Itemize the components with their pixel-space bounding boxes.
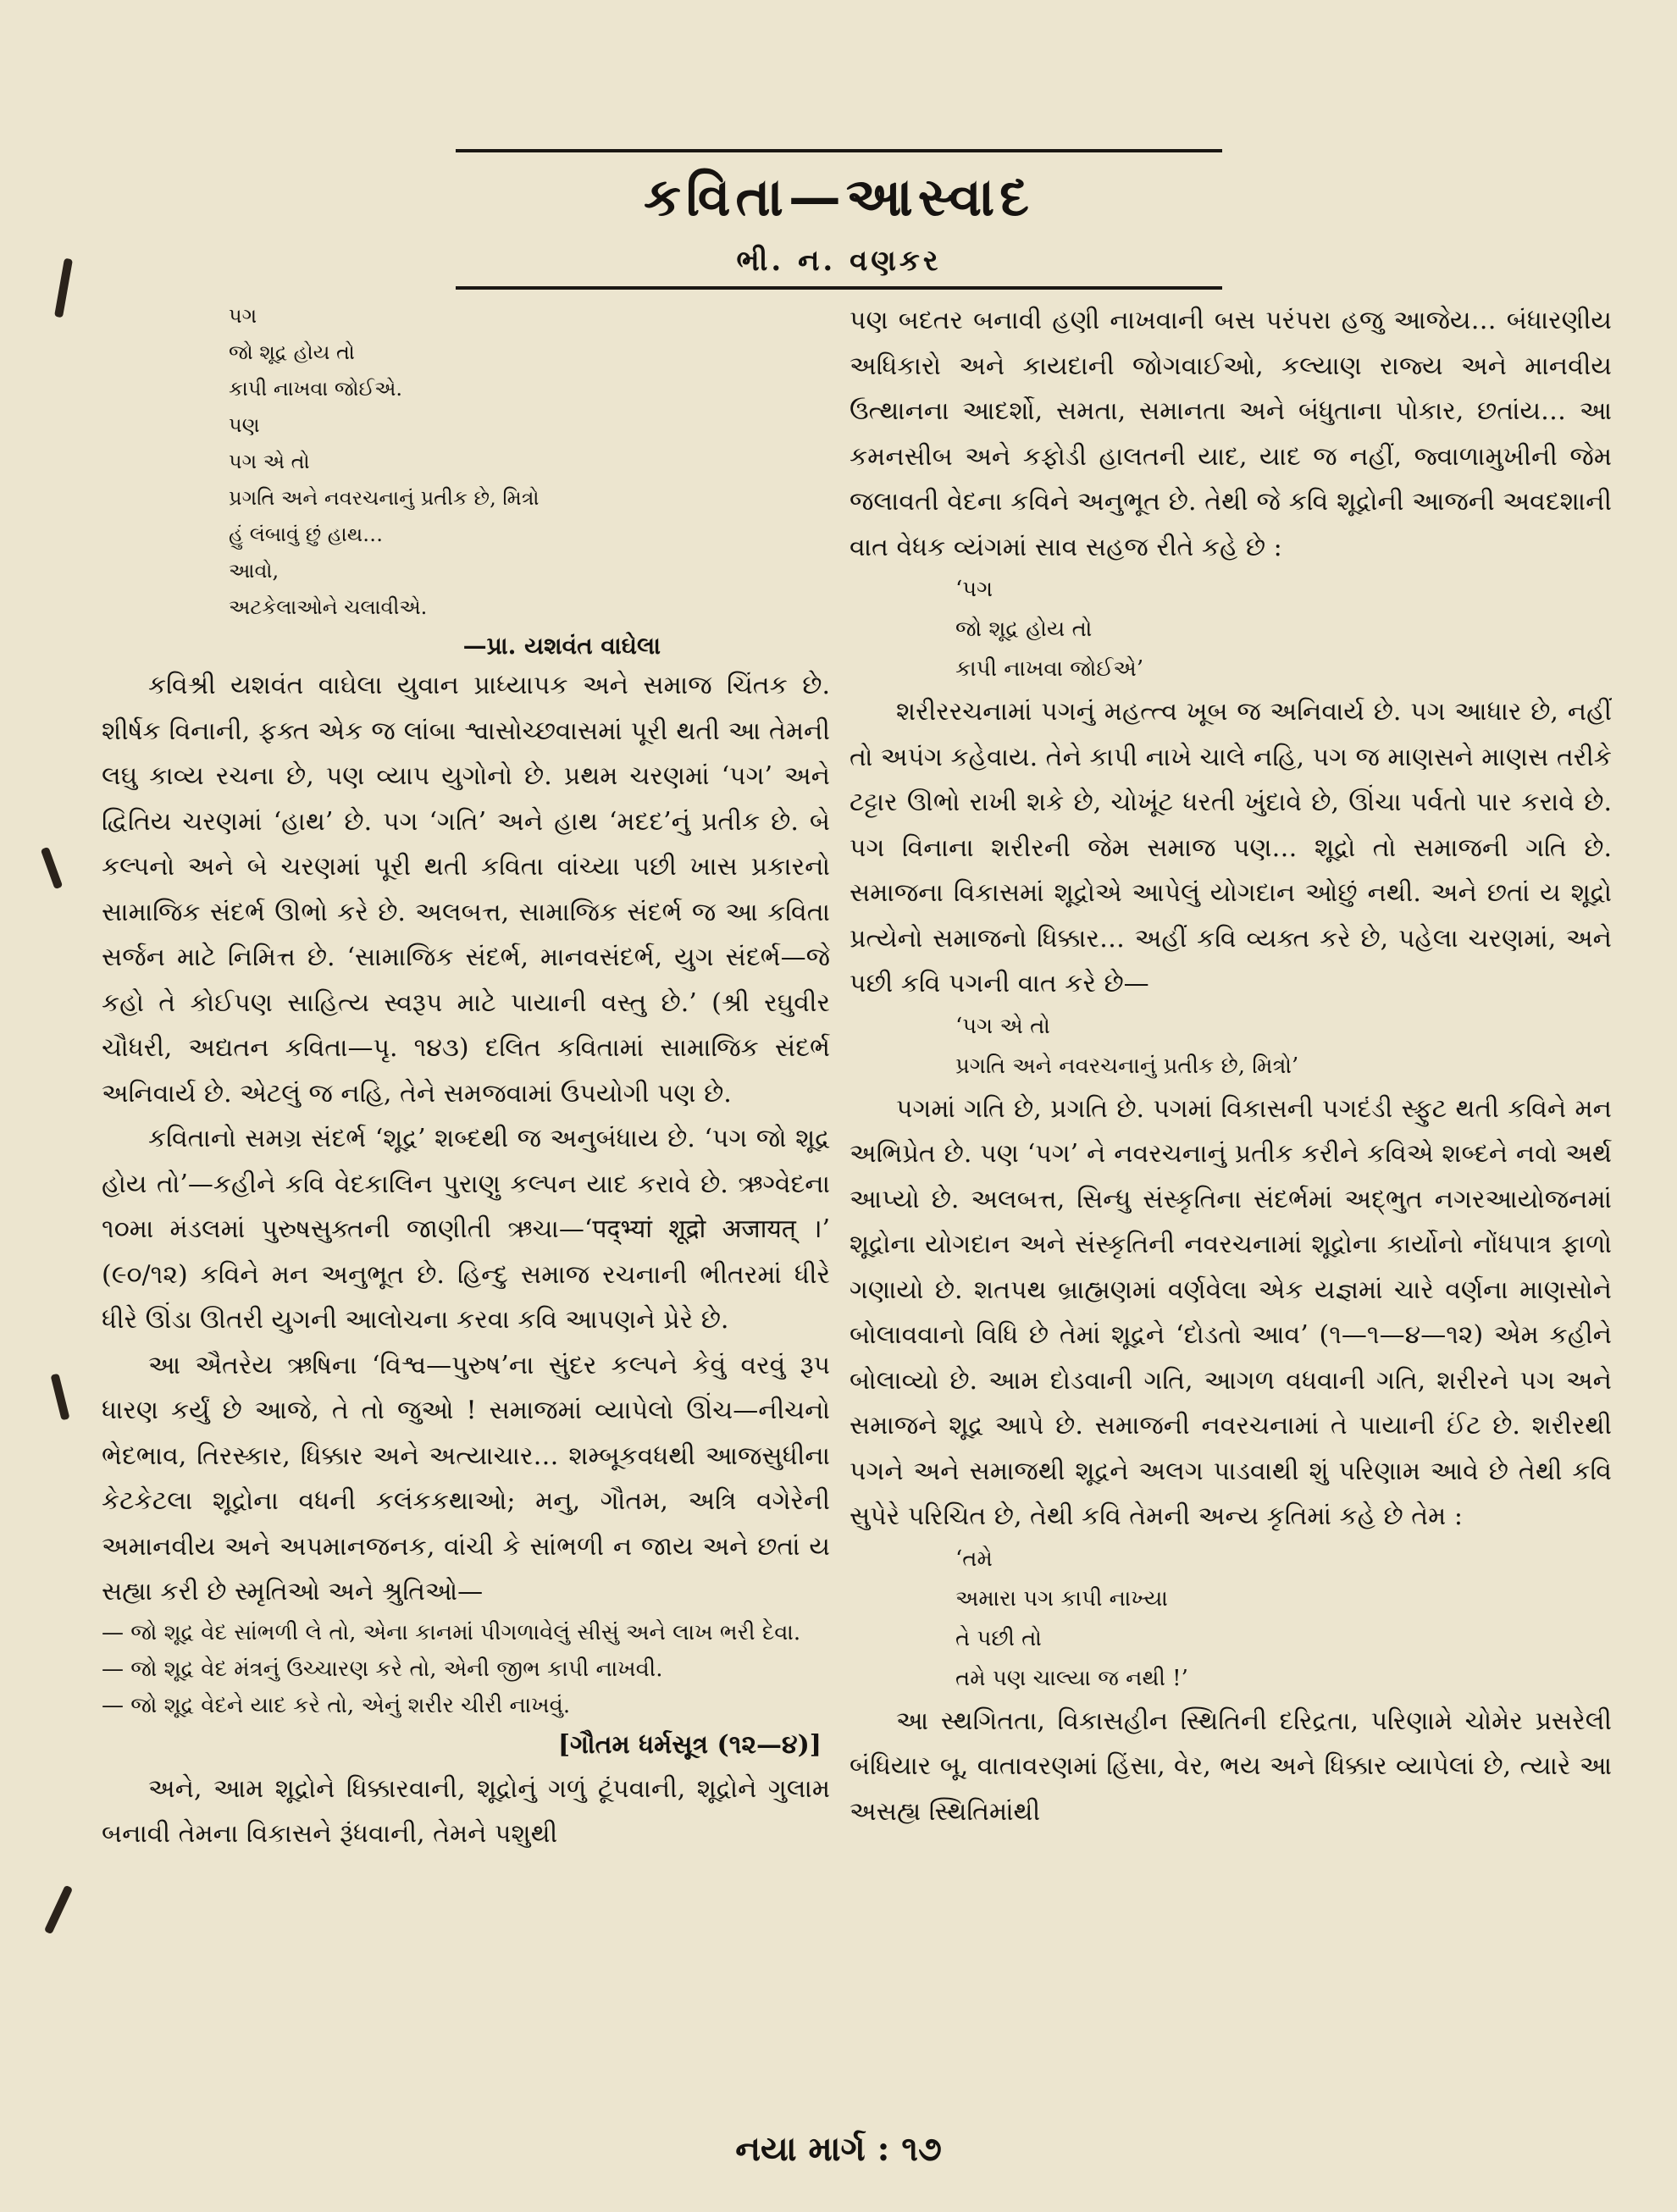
poem-line: હું લંબાવું છું હાથ… — [229, 523, 384, 546]
header-rule — [456, 286, 1222, 290]
right-column — [850, 298, 1612, 1834]
poem-line: પ્રગતિ અને નવરચનાનું પ્રતીક છે, મિત્રો — [229, 486, 540, 510]
poem-line: કાપી નાખવા જોઈએ. — [229, 377, 403, 401]
smriti-list-item: — જો શૂદ્ર વેદ મંત્રનું ઉચ્ચારણ કરે તો, એની જીભ કાપી નાખવી. — [102, 1656, 663, 1682]
poem-quote — [955, 1540, 1612, 1699]
page-tear-mark — [41, 847, 63, 889]
epigraph-poem — [229, 298, 830, 626]
body-paragraph: કવિતાનો સમગ્ર સંદર્ભ ‘શૂદ્ર’ શબ્દથી જ અનુબંધાય છે. ‘પગ જો શૂદ્ર હોય તો’—કહીને કવિ વેદકાલિન પુરાણુ કલ્પન યાદ કરાવે છે. ઋગ્વેદના ૧૦મા મંડલમાં પુરુષસુક્તની જાણીતી ઋચા—‘पद्भ्यां शूद्रो अजायत् ।’ (૯૦/૧૨) કવિને મન અનુભૂત છે. હિન્દુ સમાજ રચનાની ભીતરમાં ધીરે ધીરે ઊંડા ઊતરી યુગની આલોચના કરવા કવિ આપણને પ્રેરે છે. — [102, 1124, 830, 1335]
poem-line: પણ — [229, 413, 260, 437]
body-paragraph: શરીરરચનામાં પગનું મહત્ત્વ ખૂબ જ અનિવાર્ય છે. પગ આધાર છે, નહીં તો અપંગ કહેવાય. તેને કાપી નાખે ચાલે નહિ, પગ જ માણસને માણસ તરીકે ટટ્ટાર ઊભો રાખી શકે છે, ચોખૂંટ ધરતી ખુંદાવે છે, ઊંચા પર્વતો પાર કરાવે છે. પગ વિનાના શરીરની જેમ સમાજ પણ… શૂદ્રો તો સમાજની ગતિ છે. સમાજના વિકાસમાં શૂદ્રોએ આપેલું યોગદાન ઓછું નથી. અને છતાં ય શૂદ્રો પ્રત્યેનો સમાજનો ધિક્કાર… અહીં કવિ વ્યક્ત કરે છે, પહેલા ચરણમાં, અને પછી કવિ પગની વાત કરે છે— — [850, 697, 1612, 998]
quote-line: તે પછી તો — [955, 1625, 1042, 1651]
poem-line: જો શૂદ્ર હોય તો — [229, 340, 355, 364]
body-paragraph: આ સ્થગિતતા, વિકાસહીન સ્થિતિની દરિદ્રતા, પરિણામે ચોમેર પ્રસરેલી બંધિયાર બૂ, વાતાવરણમાં હિંસા, વેર, ભય અને ધિક્કાર વ્યાપેલાં છે, ત્યારે આ અસહ્ય સ્થિતિમાંથી — [850, 1706, 1612, 1827]
smriti-list-item: — જો શૂદ્ર વેદ સાંભળી લે તો, એના કાનમાં પીગળાવેલું સીસું અને લાખ ભરી દેવા. — [102, 1619, 801, 1645]
quote-line: કાપી નાખવા જોઈએ’ — [955, 656, 1144, 682]
smriti-list-item: — જો શૂદ્ર વેદને યાદ કરે તો, એનું શરીર ચીરી નાખવું. — [102, 1692, 571, 1718]
page-tear-mark — [50, 1374, 69, 1421]
poem-attribution: —પ્રા. યશવંત વાઘેલા — [462, 632, 661, 660]
author-byline: ભી. ન. વણકર — [736, 244, 942, 278]
poem-quote — [955, 1007, 1612, 1087]
quote-line: અમારા પગ કાપી નાખ્યા — [955, 1585, 1168, 1612]
body-paragraph: આ ઐતરેય ઋષિના ‘વિશ્વ—પુરુષ’ના સુંદર કલ્પને કેવું વરવું રૂપ ધારણ કર્યું છે આજે, તે તો જુઓ ! સમાજમાં વ્યાપેલો ઊંચ—નીચનો ભેદભાવ, તિરસ્કાર, ધિક્કાર અને અત્યાચાર… શમ્બૂકવધથી આજસુધીના કેટકેટલા શૂદ્રોના વધની કલંકકથાઓ; મનુ, ગૌતમ, અત્રિ વગેરેની અમાનવીય અને અપમાનજનક, વાંચી કે સાંભળી ન જાય અને છતાં ય સહ્યા કરી છે સ્મૃતિઓ અને શ્રુતિઓ— — [102, 1350, 830, 1606]
page-tear-mark — [54, 258, 73, 318]
body-paragraph: પણ બદતર બનાવી હણી નાખવાની બસ પરંપરા હજુ આજેય… બંધારણીય અધિકારો અને કાયદાની જોગવાઈઓ, કલ્યાણ રાજ્ય અને માનવીય ઉત્થાનના આદર્શો, સમતા, સમાનતા અને બંધુતાના પોકાર, છતાંય… આ કમનસીબ અને કફોડી હાલતની યાદ, યાદ જ નહીં, જ્વાળામુખીની જેમ જલાવતી વેદના કવિને અનુભૂત છે. તેથી જે કવિ શૂદ્રોની આજની અવદશાની વાત વેધક વ્યંગમાં સાવ સહજ રીતે કહે છે : — [850, 306, 1612, 562]
quote-line: ‘તમે — [955, 1546, 993, 1572]
body-paragraph: અને, આમ શૂદ્રોને ધિક્કારવાની, શૂદ્રોનું ગળું ટૂંપવાની, શૂદ્રોને ગુલામ બનાવી તેમના વિકાસને રૂંધવાની, તેમને પશુથી — [102, 1773, 830, 1849]
quote-line: ‘પગ — [955, 577, 993, 602]
quote-line: ‘પગ એ તો — [955, 1013, 1050, 1039]
quote-line: જો શૂદ્ર હોય તો — [955, 617, 1093, 642]
quote-line: પ્રગતિ અને નવરચનાનું પ્રતીક છે, મિત્રો’ — [955, 1053, 1299, 1079]
poem-line: અટકેલાઓને ચલાવીએ. — [229, 595, 428, 619]
body-paragraph: પગમાં ગતિ છે, પ્રગતિ છે. પગમાં વિકાસની પગદંડી સ્ફુટ થતી કવિને મન અભિપ્રેત છે. પણ ‘પગ’ ને નવરચનાનું પ્રતીક કરીને કવિએ શબ્દને નવો અર્થ આપ્યો છે. અલબત્ત, સિન્ધુ સંસ્કૃતિના સંદર્ભમાં અદ્ભુત નગરઆયોજનમાં શૂદ્રોના યોગદાન અને સંસ્કૃતિની નવરચનામાં શૂદ્રોના કાર્યોનો નોંધપાત્ર ફાળો ગણાયો છે. શતપથ બ્રાહ્મણમાં વર્ણવેલા એક યજ્ઞમાં ચારે વર્ણના માણસોને બોલાવવાનો વિધિ છે તેમાં શૂદ્રને ‘દોડતો આવ’ (૧—૧—૪—૧૨) એમ કહીને બોલાવ્યો છે. આમ દોડવાની ગતિ, આગળ વધવાની ગતિ, શરીરને પગ અને સમાજને શૂદ્ર આપે છે. સમાજની નવરચનામાં તે પાયાની ઈંટ છે. શરીરથી પગને અને સમાજથી શૂદ્રને અલગ પાડવાથી શું પરિણામ આવે છે તેથી કવિ સુપેરે પરિચિત છે, તેથી કવિ તેમની અન્ય કૃતિમાં કહે છે તેમ : — [850, 1093, 1612, 1531]
source-citation: [ગૌતમ ધર્મસૂત્ર (૧૨—૪)] — [557, 1729, 822, 1760]
article-title: કવિતા—આસ્વાદ — [644, 166, 1034, 228]
body-paragraph: કવિશ્રી યશવંત વાઘેલા યુવાન પ્રાધ્યાપક અને સમાજ ચિંતક છે. શીર્ષક વિનાની, ફક્ત એક જ લાંબા શ્વાસોચ્છવાસમાં પૂરી થતી આ તેમની લઘુ કાવ્ય રચના છે, પણ વ્યાપ યુગોનો છે. પ્રથમ ચરણમાં ‘પગ’ અને દ્વિતિય ચરણમાં ‘હાથ’ છે. પગ ‘ગતિ’ અને હાથ ‘મદદ’નું પ્રતીક છે. બે કલ્પનો અને બે ચરણમાં પૂરી થતી કવિતા વાંચ્યા પછી ખાસ પ્રકારનો સામાજિક સંદર્ભ ઊભો કરે છે. અલબત્ત, સામાજિક સંદર્ભ જ આ કવિતા સર્જન માટે નિમિત્ત છે. ‘સામાજિક સંદર્ભ, માનવસંદર્ભ, યુગ સંદર્ભ—જે કહો તે કોઈપણ સાહિત્ય સ્વરૂપ માટે પાયાની વસ્તુ છે.’ (શ્રી રઘુવીર ચૌધરી, અદ્યતન કવિતા—પૃ. ૧૪૩) દલિત કવિતામાં સામાજિક સંદર્ભ અનિવાર્ય છે. એટલું જ નહિ, તેને સમજવામાં ઉપયોગી પણ છે. — [102, 671, 830, 1109]
page-tear-mark — [44, 1885, 73, 1935]
page-folio: નયા માર્ગ : ૧૭ — [735, 2129, 942, 2169]
top-rule — [456, 149, 1222, 152]
poem-line: આવો, — [229, 559, 280, 583]
poem-quote — [955, 570, 1612, 689]
quote-line: તમે પણ ચાલ્યા જ નથી !’ — [955, 1665, 1188, 1691]
left-column — [102, 298, 830, 1857]
poem-line: પગ એ તો — [229, 450, 310, 473]
poem-line: પગ — [229, 304, 257, 328]
